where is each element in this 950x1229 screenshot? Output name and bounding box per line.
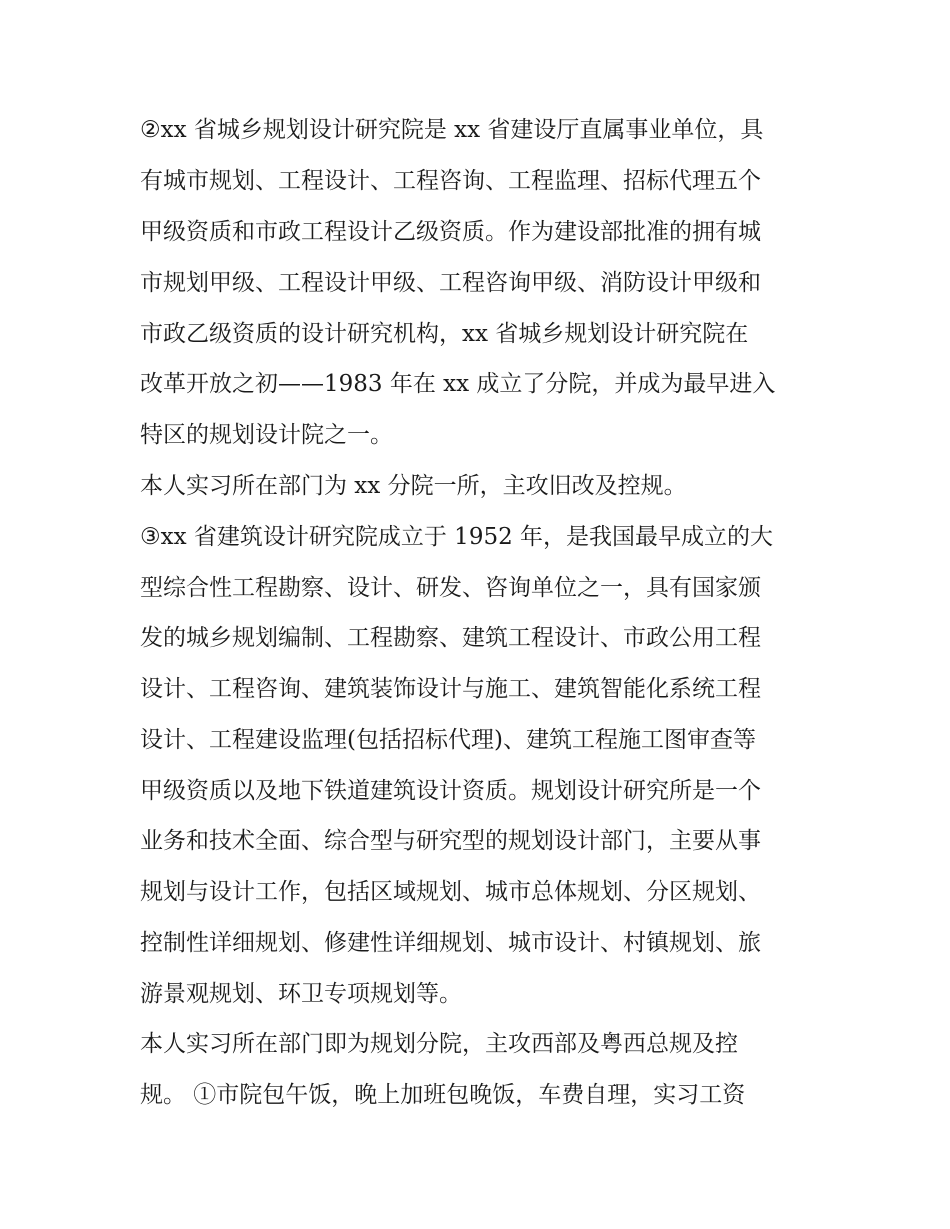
text-line-1: ②xx 省城乡规划设计研究院是 xx 省建设厅直属事业单位，具 [140, 117, 764, 143]
text-line-20: 规。 ①市院包午饭，晚上加班包晚饭，车费自理，实习工资 [140, 1082, 746, 1108]
text-line-9: ③xx 省建筑设计研究院成立于 1952 年，是我国最早成立的大 [140, 524, 774, 550]
text-line-18: 游景观规划、环卫专项规划等。 [140, 981, 462, 1007]
text-line-2: 有城市规划、工程设计、工程咨询、工程监理、招标代理五个 [140, 168, 761, 194]
text-line-7: 特区的规划设计院之一。 [140, 422, 393, 448]
text-line-6: 改革开放之初——1983 年在 xx 成立了分院，并成为最早进入 [140, 371, 776, 397]
text-line-8: 本人实习所在部门为 xx 分院一所，主攻旧改及控规。 [140, 473, 687, 499]
text-line-10: 型综合性工程勘察、设计、研发、咨询单位之一，具有国家颁 [140, 575, 761, 601]
text-line-5: 市政乙级资质的设计研究机构，xx 省城乡规划设计研究院在 [140, 321, 749, 347]
text-line-14: 甲级资质以及地下铁道建筑设计资质。规划设计研究所是一个 [140, 778, 761, 804]
text-line-11: 发的城乡规划编制、工程勘察、建筑工程设计、市政公用工程 [140, 625, 761, 651]
text-line-3: 甲级资质和市政工程设计乙级资质。作为建设部批准的拥有城 [140, 219, 761, 245]
text-line-19: 本人实习所在部门即为规划分院，主攻西部及粤西总规及控 [140, 1031, 738, 1057]
text-line-17: 控制性详细规划、修建性详细规划、城市设计、村镇规划、旅 [140, 930, 761, 956]
text-line-4: 市规划甲级、工程设计甲级、工程咨询甲级、消防设计甲级和 [140, 270, 761, 296]
text-line-13: 设计、工程建设监理(包括招标代理)、建筑工程施工图审查等 [140, 727, 756, 753]
text-line-16: 规划与设计工作，包括区域规划、城市总体规划、分区规划、 [140, 879, 761, 905]
text-line-12: 设计、工程咨询、建筑装饰设计与施工、建筑智能化系统工程 [140, 676, 761, 702]
text-line-15: 业务和技术全面、综合型与研究型的规划设计部门，主要从事 [140, 828, 761, 854]
